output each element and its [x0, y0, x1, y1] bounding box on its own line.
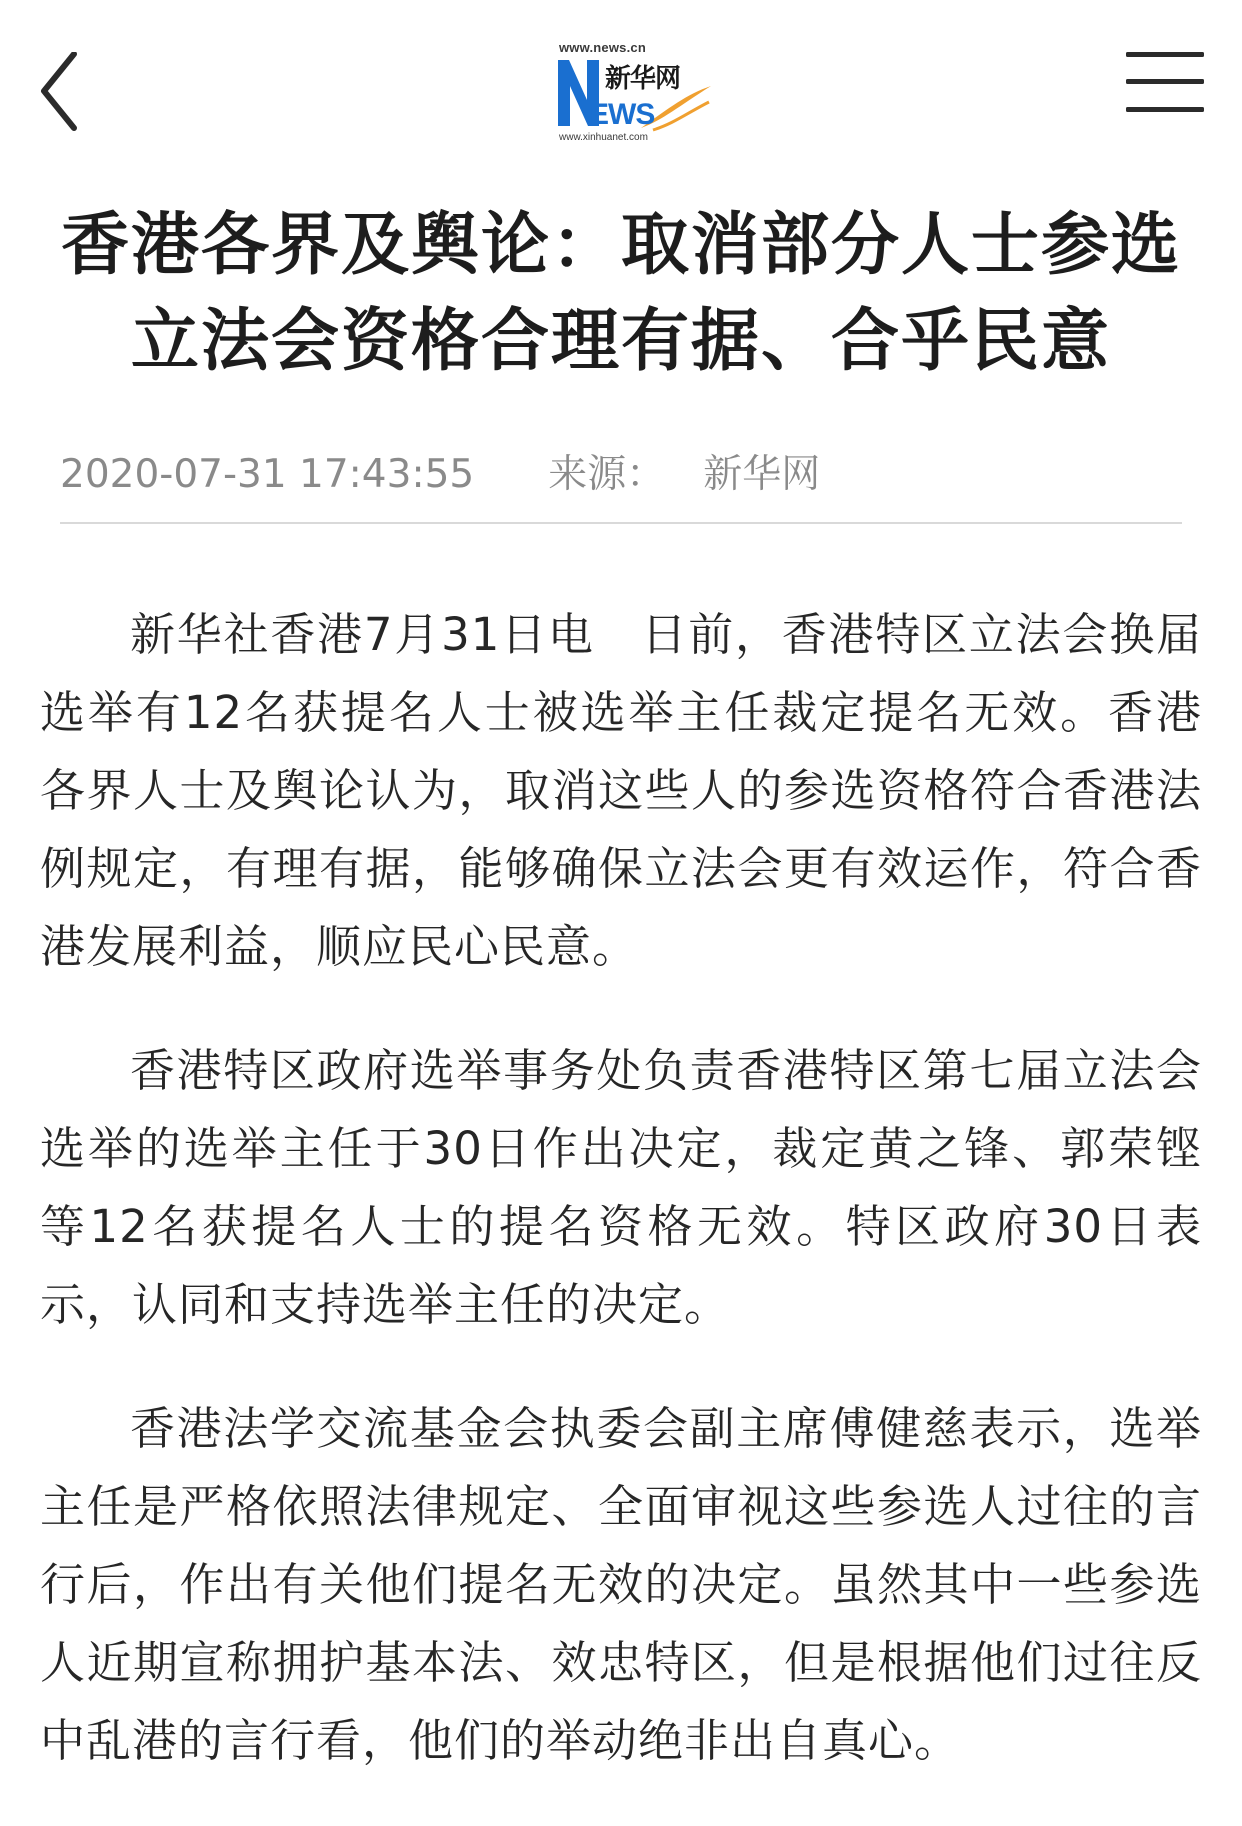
article-paragraph: 香港特区政府选举事务处负责香港特区第七届立法会选举的选举主任于30日作出决定，裁定黄之锋、郭荣铿等12名获提名人士的提名资格无效。特区政府30日表示，认同和支持选举主任的决定。	[40, 1044, 1202, 1331]
article-body	[40, 596, 1202, 1826]
logo-url-bottom: www.xinhuanet.com	[559, 132, 648, 143]
source-label: 来源：	[548, 452, 666, 497]
article-paragraph: 香港法学交流基金会执委会副主席傅健慈表示，选举主任是严格依照法律规定、全面审视这些参选人过往的言行后，作出有关他们提名无效的决定。虽然其中一些参选人近期宣称拥护基本法、效忠特区，但是根据他们过往反中乱港的言行看，他们的举动绝非出自真心。	[40, 1402, 1202, 1767]
chevron-left-icon	[38, 52, 98, 132]
source-name: 新华网	[703, 452, 821, 497]
back-button[interactable]	[38, 52, 98, 132]
article-title: 香港各界及舆论：取消部分人士参选立法会资格合理有据、合乎民意	[60, 206, 1181, 381]
logo-url-top: www.news.cn	[559, 40, 646, 55]
xinhuanet-logo[interactable]	[555, 40, 715, 144]
article-meta	[60, 450, 820, 500]
top-navigation-bar	[0, 0, 1242, 170]
logo-news-word: EWS	[589, 98, 655, 131]
article-paragraph: 新华社香港7月31日电 日前，香港特区立法会换届选举有12名获提名人士被选举主任裁定提名无效。香港各界人士及舆论认为，取消这些人的参选资格符合香港法例规定，有理有据，能够确保立法会更有效运作，符合香港发展利益，顺应民心民意。	[40, 608, 1202, 973]
hamburger-menu-icon	[1126, 52, 1204, 124]
publish-datetime: 2020-07-31 17:43:55	[60, 452, 475, 497]
menu-button[interactable]	[1126, 52, 1204, 124]
meta-divider	[60, 522, 1182, 524]
logo-chinese-name: 新华网	[605, 64, 681, 94]
